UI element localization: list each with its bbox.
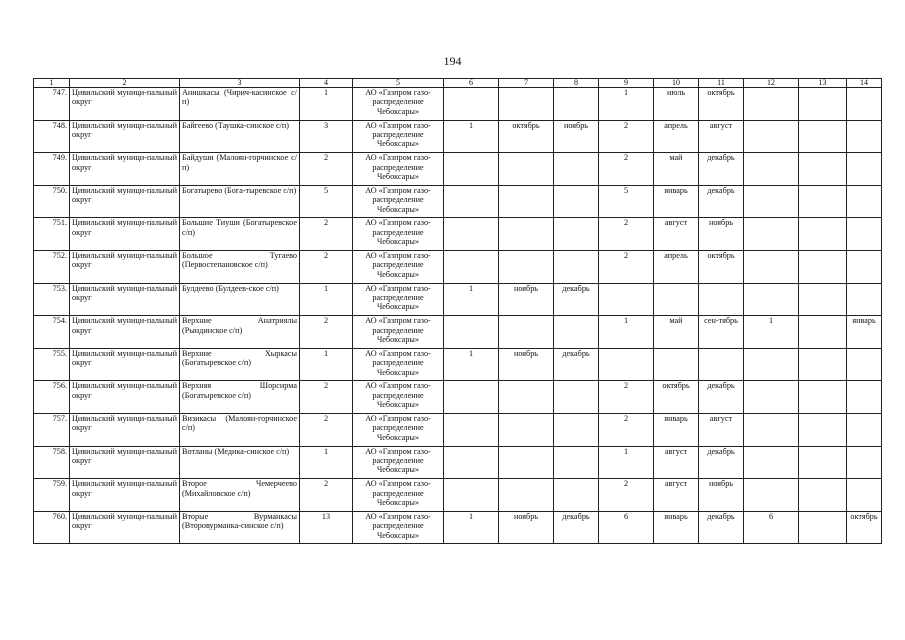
col6-count-cell <box>444 185 499 218</box>
settlement-cell: Булдеево (Булдеев-ское с/п) <box>180 283 300 316</box>
col9-count-cell: 6 <box>599 511 654 544</box>
municipality-cell: Цивильский муници-пальный округ <box>70 88 180 121</box>
table-row <box>34 185 882 218</box>
settlement-cell: Верхние Анатриялы (Рындинское с/п) <box>180 316 300 349</box>
table-row <box>34 381 882 414</box>
col13-month-cell <box>799 250 847 283</box>
col7-month-cell: ноябрь <box>499 283 554 316</box>
col8-month-cell: декабрь <box>554 348 599 381</box>
col9-count-cell: 1 <box>599 446 654 479</box>
table-row <box>34 511 882 544</box>
table-row <box>34 218 882 251</box>
col6-count-cell <box>444 381 499 414</box>
col11-month-cell: ноябрь <box>699 218 744 251</box>
col14-month-cell <box>847 348 882 381</box>
row-number-cell: 750. <box>34 185 70 218</box>
col9-count-cell: 2 <box>599 250 654 283</box>
col11-month-cell <box>699 283 744 316</box>
col6-count-cell <box>444 153 499 186</box>
col13-month-cell <box>799 153 847 186</box>
col11-month-cell: декабрь <box>699 446 744 479</box>
row-number-cell: 754. <box>34 316 70 349</box>
operator-cell: АО «Газпром газо-распределение Чебоксары» <box>353 250 444 283</box>
col9-count-cell: 2 <box>599 120 654 153</box>
operator-cell: АО «Газпром газо-распределение Чебоксары» <box>353 283 444 316</box>
col8-month-cell <box>554 381 599 414</box>
settlement-cell: Верхние Хыркасы (Богатыревское с/п) <box>180 348 300 381</box>
col11-month-cell: ноябрь <box>699 479 744 512</box>
col14-month-cell <box>847 153 882 186</box>
row-number-cell: 752. <box>34 250 70 283</box>
col11-month-cell: октябрь <box>699 88 744 121</box>
col13-month-cell <box>799 348 847 381</box>
column-header: 5 <box>353 79 444 88</box>
col10-month-cell: январь <box>654 413 699 446</box>
col9-count-cell <box>599 348 654 381</box>
col10-month-cell: август <box>654 446 699 479</box>
col12-count-cell <box>744 218 799 251</box>
col7-month-cell <box>499 185 554 218</box>
col14-month-cell <box>847 250 882 283</box>
total-count-cell: 1 <box>300 88 353 121</box>
col8-month-cell <box>554 479 599 512</box>
column-header: 11 <box>699 79 744 88</box>
col14-month-cell <box>847 479 882 512</box>
col9-count-cell: 2 <box>599 381 654 414</box>
col7-month-cell: ноябрь <box>499 348 554 381</box>
municipality-cell: Цивильский муници-пальный округ <box>70 479 180 512</box>
col8-month-cell <box>554 185 599 218</box>
settlement-cell: Вторые Вурманкасы (Второвурманка-синское с/п) <box>180 511 300 544</box>
col12-count-cell: 1 <box>744 316 799 349</box>
municipality-cell: Цивильский муници-пальный округ <box>70 153 180 186</box>
municipality-cell: Цивильский муници-пальный округ <box>70 316 180 349</box>
column-header: 6 <box>444 79 499 88</box>
col14-month-cell <box>847 283 882 316</box>
total-count-cell: 2 <box>300 316 353 349</box>
col8-month-cell <box>554 88 599 121</box>
col10-month-cell: май <box>654 316 699 349</box>
column-header: 8 <box>554 79 599 88</box>
row-number-cell: 759. <box>34 479 70 512</box>
col12-count-cell <box>744 348 799 381</box>
col11-month-cell: декабрь <box>699 511 744 544</box>
settlement-cell: Вотланы (Медика-синское с/п) <box>180 446 300 479</box>
col11-month-cell: декабрь <box>699 381 744 414</box>
settlement-cell: Большие Тиуши (Богатыревское с/п) <box>180 218 300 251</box>
col6-count-cell <box>444 446 499 479</box>
col12-count-cell: 6 <box>744 511 799 544</box>
total-count-cell: 1 <box>300 348 353 381</box>
column-header: 13 <box>799 79 847 88</box>
operator-cell: АО «Газпром газо-распределение Чебоксары» <box>353 479 444 512</box>
col8-month-cell <box>554 413 599 446</box>
column-header: 3 <box>180 79 300 88</box>
col6-count-cell <box>444 250 499 283</box>
col7-month-cell <box>499 413 554 446</box>
col11-month-cell: сен-тябрь <box>699 316 744 349</box>
col11-month-cell <box>699 348 744 381</box>
col8-month-cell: декабрь <box>554 511 599 544</box>
col12-count-cell <box>744 250 799 283</box>
municipality-cell: Цивильский муници-пальный округ <box>70 348 180 381</box>
col7-month-cell <box>499 88 554 121</box>
table-row <box>34 348 882 381</box>
row-number-cell: 751. <box>34 218 70 251</box>
settlement-cell: Визикасы (Малоян-горчинское с/п) <box>180 413 300 446</box>
col7-month-cell: октябрь <box>499 120 554 153</box>
table-row <box>34 153 882 186</box>
municipality-cell: Цивильский муници-пальный округ <box>70 283 180 316</box>
col10-month-cell: январь <box>654 185 699 218</box>
col9-count-cell: 2 <box>599 153 654 186</box>
col10-month-cell: январь <box>654 511 699 544</box>
col10-month-cell <box>654 283 699 316</box>
col7-month-cell <box>499 250 554 283</box>
table-row <box>34 120 882 153</box>
col13-month-cell <box>799 120 847 153</box>
col14-month-cell <box>847 446 882 479</box>
table-row <box>34 413 882 446</box>
operator-cell: АО «Газпром газо-распределение Чебоксары» <box>353 185 444 218</box>
col10-month-cell: август <box>654 218 699 251</box>
municipality-cell: Цивильский муници-пальный округ <box>70 120 180 153</box>
col6-count-cell: 1 <box>444 120 499 153</box>
operator-cell: АО «Газпром газо-распределение Чебоксары» <box>353 88 444 121</box>
total-count-cell: 13 <box>300 511 353 544</box>
municipality-cell: Цивильский муници-пальный округ <box>70 250 180 283</box>
row-number-cell: 757. <box>34 413 70 446</box>
col7-month-cell <box>499 153 554 186</box>
col9-count-cell <box>599 283 654 316</box>
total-count-cell: 2 <box>300 381 353 414</box>
col10-month-cell: октябрь <box>654 381 699 414</box>
col6-count-cell <box>444 88 499 121</box>
col10-month-cell <box>654 348 699 381</box>
table-row <box>34 88 882 121</box>
col11-month-cell: декабрь <box>699 185 744 218</box>
col9-count-cell: 2 <box>599 218 654 251</box>
col8-month-cell: ноябрь <box>554 120 599 153</box>
col14-month-cell <box>847 381 882 414</box>
col12-count-cell <box>744 88 799 121</box>
col8-month-cell: декабрь <box>554 283 599 316</box>
col8-month-cell <box>554 218 599 251</box>
total-count-cell: 1 <box>300 283 353 316</box>
col12-count-cell <box>744 479 799 512</box>
col10-month-cell: май <box>654 153 699 186</box>
page-number: 194 <box>443 54 462 68</box>
table-row <box>34 316 882 349</box>
col10-month-cell: июль <box>654 88 699 121</box>
settlement-cell: Байгеево (Таушка-синское с/п) <box>180 120 300 153</box>
col8-month-cell <box>554 446 599 479</box>
col8-month-cell <box>554 250 599 283</box>
col13-month-cell <box>799 479 847 512</box>
municipality-cell: Цивильский муници-пальный округ <box>70 413 180 446</box>
col7-month-cell <box>499 381 554 414</box>
col12-count-cell <box>744 153 799 186</box>
column-header: 10 <box>654 79 699 88</box>
col11-month-cell: август <box>699 413 744 446</box>
municipality-cell: Цивильский муници-пальный округ <box>70 446 180 479</box>
operator-cell: АО «Газпром газо-распределение Чебоксары» <box>353 218 444 251</box>
operator-cell: АО «Газпром газо-распределение Чебоксары» <box>353 381 444 414</box>
col10-month-cell: август <box>654 479 699 512</box>
col14-month-cell <box>847 185 882 218</box>
table-row <box>34 479 882 512</box>
row-number-cell: 749. <box>34 153 70 186</box>
operator-cell: АО «Газпром газо-распределение Чебоксары» <box>353 413 444 446</box>
operator-cell: АО «Газпром газо-распределение Чебоксары» <box>353 348 444 381</box>
col9-count-cell: 1 <box>599 88 654 121</box>
operator-cell: АО «Газпром газо-распределение Чебоксары» <box>353 316 444 349</box>
column-header: 1 <box>34 79 70 88</box>
col11-month-cell: октябрь <box>699 250 744 283</box>
col14-month-cell: январь <box>847 316 882 349</box>
row-number-cell: 756. <box>34 381 70 414</box>
municipality-cell: Цивильский муници-пальный округ <box>70 511 180 544</box>
col11-month-cell: декабрь <box>699 153 744 186</box>
municipality-cell: Цивильский муници-пальный округ <box>70 381 180 414</box>
column-header: 14 <box>847 79 882 88</box>
col7-month-cell <box>499 446 554 479</box>
total-count-cell: 2 <box>300 218 353 251</box>
total-count-cell: 2 <box>300 250 353 283</box>
col13-month-cell <box>799 511 847 544</box>
table-row <box>34 250 882 283</box>
col13-month-cell <box>799 218 847 251</box>
col12-count-cell <box>744 381 799 414</box>
col6-count-cell <box>444 218 499 251</box>
municipality-cell: Цивильский муници-пальный округ <box>70 218 180 251</box>
row-number-cell: 747. <box>34 88 70 121</box>
row-number-cell: 758. <box>34 446 70 479</box>
total-count-cell: 2 <box>300 413 353 446</box>
municipality-cell: Цивильский муници-пальный округ <box>70 185 180 218</box>
settlement-cell: Богатырево (Бога-тыревское с/п) <box>180 185 300 218</box>
col14-month-cell <box>847 218 882 251</box>
operator-cell: АО «Газпром газо-распределение Чебоксары» <box>353 446 444 479</box>
column-header: 12 <box>744 79 799 88</box>
col9-count-cell: 2 <box>599 413 654 446</box>
total-count-cell: 5 <box>300 185 353 218</box>
col14-month-cell <box>847 413 882 446</box>
col6-count-cell <box>444 316 499 349</box>
col6-count-cell: 1 <box>444 283 499 316</box>
col7-month-cell <box>499 316 554 349</box>
col10-month-cell: апрель <box>654 250 699 283</box>
col6-count-cell <box>444 413 499 446</box>
col13-month-cell <box>799 446 847 479</box>
table-row <box>34 283 882 316</box>
col7-month-cell: ноябрь <box>499 511 554 544</box>
total-count-cell: 2 <box>300 153 353 186</box>
total-count-cell: 3 <box>300 120 353 153</box>
row-number-cell: 755. <box>34 348 70 381</box>
col8-month-cell <box>554 153 599 186</box>
col7-month-cell <box>499 479 554 512</box>
col13-month-cell <box>799 381 847 414</box>
col6-count-cell: 1 <box>444 348 499 381</box>
col12-count-cell <box>744 283 799 316</box>
col6-count-cell <box>444 479 499 512</box>
row-number-cell: 753. <box>34 283 70 316</box>
col12-count-cell <box>744 446 799 479</box>
col9-count-cell: 1 <box>599 316 654 349</box>
settlement-cell: Байдуши (Малоян-горчинское с/п) <box>180 153 300 186</box>
col12-count-cell <box>744 413 799 446</box>
row-number-cell: 760. <box>34 511 70 544</box>
column-header: 2 <box>70 79 180 88</box>
settlement-cell: Второе Чемерчеево (Михайловское с/п) <box>180 479 300 512</box>
col14-month-cell: октябрь <box>847 511 882 544</box>
column-header: 9 <box>599 79 654 88</box>
col13-month-cell <box>799 283 847 316</box>
gasification-schedule-table <box>33 78 882 544</box>
col9-count-cell: 2 <box>599 479 654 512</box>
col7-month-cell <box>499 218 554 251</box>
operator-cell: АО «Газпром газо-распределение Чебоксары» <box>353 153 444 186</box>
col6-count-cell: 1 <box>444 511 499 544</box>
col13-month-cell <box>799 88 847 121</box>
total-count-cell: 1 <box>300 446 353 479</box>
col13-month-cell <box>799 185 847 218</box>
col8-month-cell <box>554 316 599 349</box>
col12-count-cell <box>744 120 799 153</box>
col12-count-cell <box>744 185 799 218</box>
settlement-cell: Большое Тугаево (Первостепановское с/п) <box>180 250 300 283</box>
header-row <box>34 79 882 88</box>
col9-count-cell: 5 <box>599 185 654 218</box>
col14-month-cell <box>847 88 882 121</box>
operator-cell: АО «Газпром газо-распределение Чебоксары» <box>353 120 444 153</box>
row-number-cell: 748. <box>34 120 70 153</box>
column-header: 7 <box>499 79 554 88</box>
col10-month-cell: апрель <box>654 120 699 153</box>
col13-month-cell <box>799 316 847 349</box>
column-header: 4 <box>300 79 353 88</box>
settlement-cell: Верхняя Шорсирма (Богатыревское с/п) <box>180 381 300 414</box>
operator-cell: АО «Газпром газо-распределение Чебоксары» <box>353 511 444 544</box>
total-count-cell: 2 <box>300 479 353 512</box>
col13-month-cell <box>799 413 847 446</box>
settlement-cell: Анишкасы (Чирич-касинское с/п) <box>180 88 300 121</box>
col14-month-cell <box>847 120 882 153</box>
table-row <box>34 446 882 479</box>
col11-month-cell: август <box>699 120 744 153</box>
